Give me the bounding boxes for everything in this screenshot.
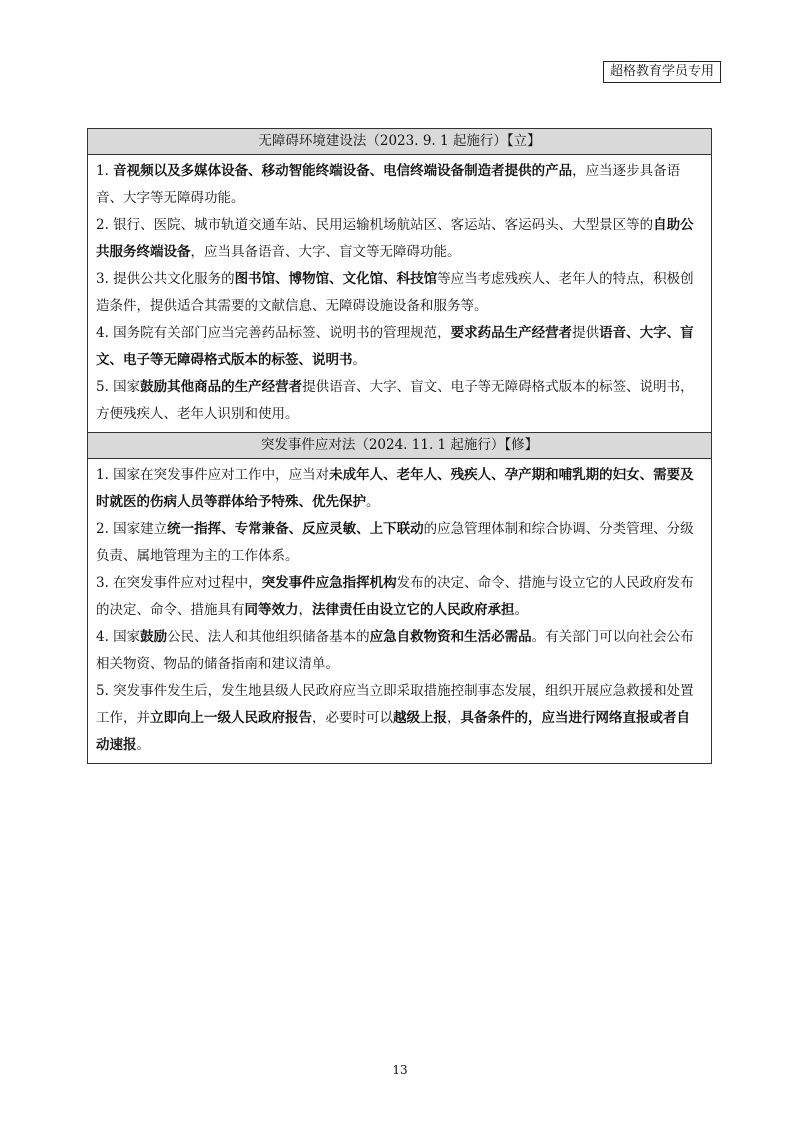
bold-text: 越级上报 [393, 710, 447, 726]
list-item [96, 624, 703, 678]
text: 4. 国家 [96, 629, 141, 645]
text: 。 [352, 352, 366, 368]
bold-text: 具备条件的，应当进行网络直报或者自动速报 [96, 710, 690, 753]
bold-text: 要求药品生产经营者 [450, 325, 573, 341]
text: 5. 国家 [96, 379, 141, 395]
bold-text: 音视频以及多媒体设备、移动智能终端设备、电信终端设备制造者提供的产品 [113, 163, 573, 179]
bold-text: 语音、大字、盲文、电子等无障碍格式版本的标签、说明书 [96, 325, 694, 368]
bold-text: 鼓励其他商品的生产经营者 [140, 379, 303, 395]
list-item [96, 158, 703, 212]
page-number: 13 [392, 1063, 408, 1077]
text: ，应当逐步具备语音、大字等无障碍功能。 [96, 163, 681, 206]
bold-text: 突发事件应急指挥机构 [261, 575, 397, 591]
text: 的应急管理体制和综合协调、分类管理、分级负责、属地管理为主的工作体系。 [96, 521, 694, 564]
bold-text: 统一指挥、专常兼备、反应灵敏、上下联动 [167, 521, 424, 537]
list-item [96, 374, 703, 428]
law-table [87, 128, 712, 764]
text: 5. 突发事件发生后，发生地县级人民政府应当立即采取措施控制事态发展，组织开展应急救援和处置工作，并 [96, 683, 694, 726]
text: 。有关部门可以向社会公布相关物资、物品的储备指南和建议清单。 [96, 629, 694, 672]
header-tag: 超格教育学员专用 [603, 61, 721, 83]
text: ，应当具备语音、大字、盲文等无障碍功能。 [190, 244, 461, 260]
text: 1. [96, 163, 114, 179]
text: 2. 银行、医院、城市轨道交通车站、民用运输机场航站区、客运站、客运码头、大型景区等的 [96, 217, 654, 233]
text: 等应当考虑残疾人、老年人的特点，积极创造条件，提供适合其需要的文献信息、无障碍设施设备和服务等。 [96, 271, 694, 314]
list-item [96, 320, 703, 374]
bold-text: 同等效力 [244, 602, 299, 618]
bold-text: 法律责任由设立它的人民政府承担 [312, 602, 515, 618]
list-item [96, 570, 703, 624]
section-body [88, 155, 711, 432]
section-title: 无障碍环境建设法（2023. 9. 1 起施行）【立】 [88, 129, 711, 155]
bold-text: 自助公共服务终端设备 [96, 217, 694, 260]
text: 3. 在突发事件应对过程中， [96, 575, 262, 591]
text: 。 [136, 737, 150, 753]
text: 2. 国家建立 [96, 521, 168, 537]
bold-text: 未成年人、老年人、残疾人、孕产期和哺乳期的妇女、需要及时就医的伤病人员等群体给予特殊、优先保护 [96, 467, 694, 510]
text: ， [298, 602, 312, 618]
text: 3. 提供公共文化服务的 [96, 271, 235, 287]
bold-text: 应急自救物资和生活必需品 [369, 629, 532, 645]
text: 提供语音、大字、盲文、电子等无障碍格式版本的标签、说明书，方便残疾人、老年人识别和使用。 [96, 379, 694, 422]
text: 发布的决定、命令、措施与设立它的人民政府发布的决定、命令、措施具有 [96, 575, 694, 618]
text: 1. 国家在突发事件应对工作中，应当对 [96, 467, 330, 483]
text: ， [447, 710, 461, 726]
section-body [88, 459, 711, 763]
bold-text: 图书馆、博物馆、文化馆、科技馆 [234, 271, 438, 287]
list-item [96, 516, 703, 570]
bold-text: 立即向上一级人民政府报告 [150, 710, 312, 726]
list-item [96, 212, 703, 266]
bold-text: 鼓励 [140, 629, 168, 645]
list-item [96, 266, 703, 320]
list-item [96, 462, 703, 516]
section-title: 突发事件应对法（2024. 11. 1 起施行）【修】 [88, 432, 711, 459]
list-item [96, 678, 703, 759]
text: 。 [366, 494, 380, 510]
text: 4. 国务院有关部门应当完善药品标签、说明书的管理规范， [96, 325, 451, 341]
text: 公民、法人和其他组织储备基本的 [167, 629, 370, 645]
text: ，必要时可以 [312, 710, 393, 726]
text: 提供 [572, 325, 600, 341]
text: 。 [514, 602, 528, 618]
